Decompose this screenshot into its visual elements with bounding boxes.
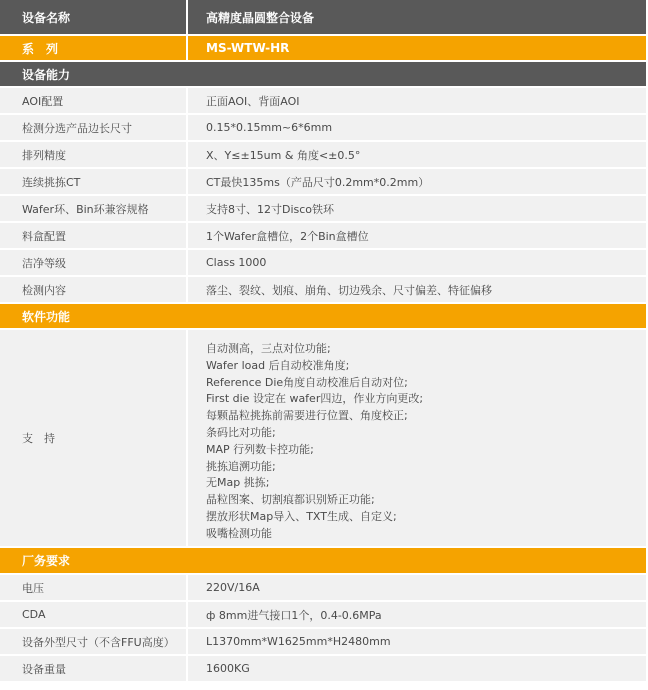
row-value: L1370mm*W1625mm*H2480mm <box>188 629 646 654</box>
row-label: 设备重量 <box>0 656 188 681</box>
row-label: Wafer环、Bin环兼容规格 <box>0 196 188 221</box>
table-row <box>0 602 646 629</box>
row-value: 支持8寸、12寸Disco铁环 <box>188 196 646 221</box>
table-row <box>0 88 646 115</box>
row-value: X、Y≤±15um & 角度<±0.5° <box>188 142 646 167</box>
section-software: 软件功能 <box>0 304 646 330</box>
table-row <box>0 115 646 142</box>
row-value: ф 8mm进气接口1个，0.4-0.6MPa <box>188 602 646 627</box>
row-value: 1个Wafer盒槽位，2个Bin盒槽位 <box>188 223 646 248</box>
row-label: 连续挑拣CT <box>0 169 188 194</box>
software-features <box>188 330 646 546</box>
feature-line: First die 设定在 wafer四边，作业方向更改; <box>206 392 424 406</box>
row-label: 洁净等级 <box>0 250 188 275</box>
table-row <box>0 277 646 304</box>
table-header-row <box>0 0 646 36</box>
row-label: AOI配置 <box>0 88 188 113</box>
row-label: CDA <box>0 602 188 627</box>
feature-line: 无Map 挑拣; <box>206 476 270 490</box>
series-label: 系 列 <box>0 36 188 60</box>
software-label: 支 持 <box>0 330 188 546</box>
feature-line: 条码比对功能; <box>206 425 276 439</box>
row-label: 电压 <box>0 575 188 600</box>
section-factory: 厂务要求 <box>0 548 646 575</box>
row-value: 落尘、裂纹、划痕、崩角、切边残余、尺寸偏差、特征偏移 <box>188 277 646 302</box>
row-value: 220V/16A <box>188 575 646 600</box>
feature-line: Reference Die角度自动校准后自动对位; <box>206 375 408 389</box>
section-capability: 设备能力 <box>0 62 646 88</box>
header-col2: 高精度晶圆整合设备 <box>206 10 315 25</box>
header-col1: 设备名称 <box>0 0 188 34</box>
feature-line: MAP 行列数卡控功能; <box>206 442 314 456</box>
row-label: 排列精度 <box>0 142 188 167</box>
row-label: 检测分选产品边长尺寸 <box>0 115 188 140</box>
feature-line: 吸嘴检测功能 <box>206 526 272 540</box>
feature-line: 每颗晶粒挑拣前需要进行位置、角度校正; <box>206 409 408 423</box>
table-row <box>0 575 646 602</box>
software-row <box>0 330 646 548</box>
row-label: 检测内容 <box>0 277 188 302</box>
row-value: 1600KG <box>188 656 646 681</box>
feature-line: 摆放形状Map导入、TXT生成、自定义; <box>206 509 397 523</box>
table-row <box>0 223 646 250</box>
row-label: 料盒配置 <box>0 223 188 248</box>
row-label: 设备外型尺寸（不含FFU高度） <box>0 629 188 654</box>
table-row <box>0 169 646 196</box>
row-value: 正面AOI、背面AOI <box>188 88 646 113</box>
table-row <box>0 250 646 277</box>
feature-line: 自动测高，三点对位功能; <box>206 342 331 355</box>
series-row <box>0 36 646 62</box>
table-row <box>0 142 646 169</box>
feature-line: 挑拣追溯功能; <box>206 459 276 473</box>
capability-rows <box>0 88 646 304</box>
table-row <box>0 629 646 656</box>
table-row <box>0 196 646 223</box>
feature-line: 晶粒图案、切割痕都识别矫正功能; <box>206 493 375 507</box>
series-value: MS-WTW-HR <box>206 41 290 55</box>
feature-line: Wafer load 后自动校准角度; <box>206 358 350 372</box>
row-value: Class 1000 <box>188 250 646 275</box>
row-value: 0.15*0.15mm~6*6mm <box>188 115 646 140</box>
row-value: CT最快135ms（产品尺寸0.2mm*0.2mm） <box>188 169 646 194</box>
table-row <box>0 656 646 683</box>
